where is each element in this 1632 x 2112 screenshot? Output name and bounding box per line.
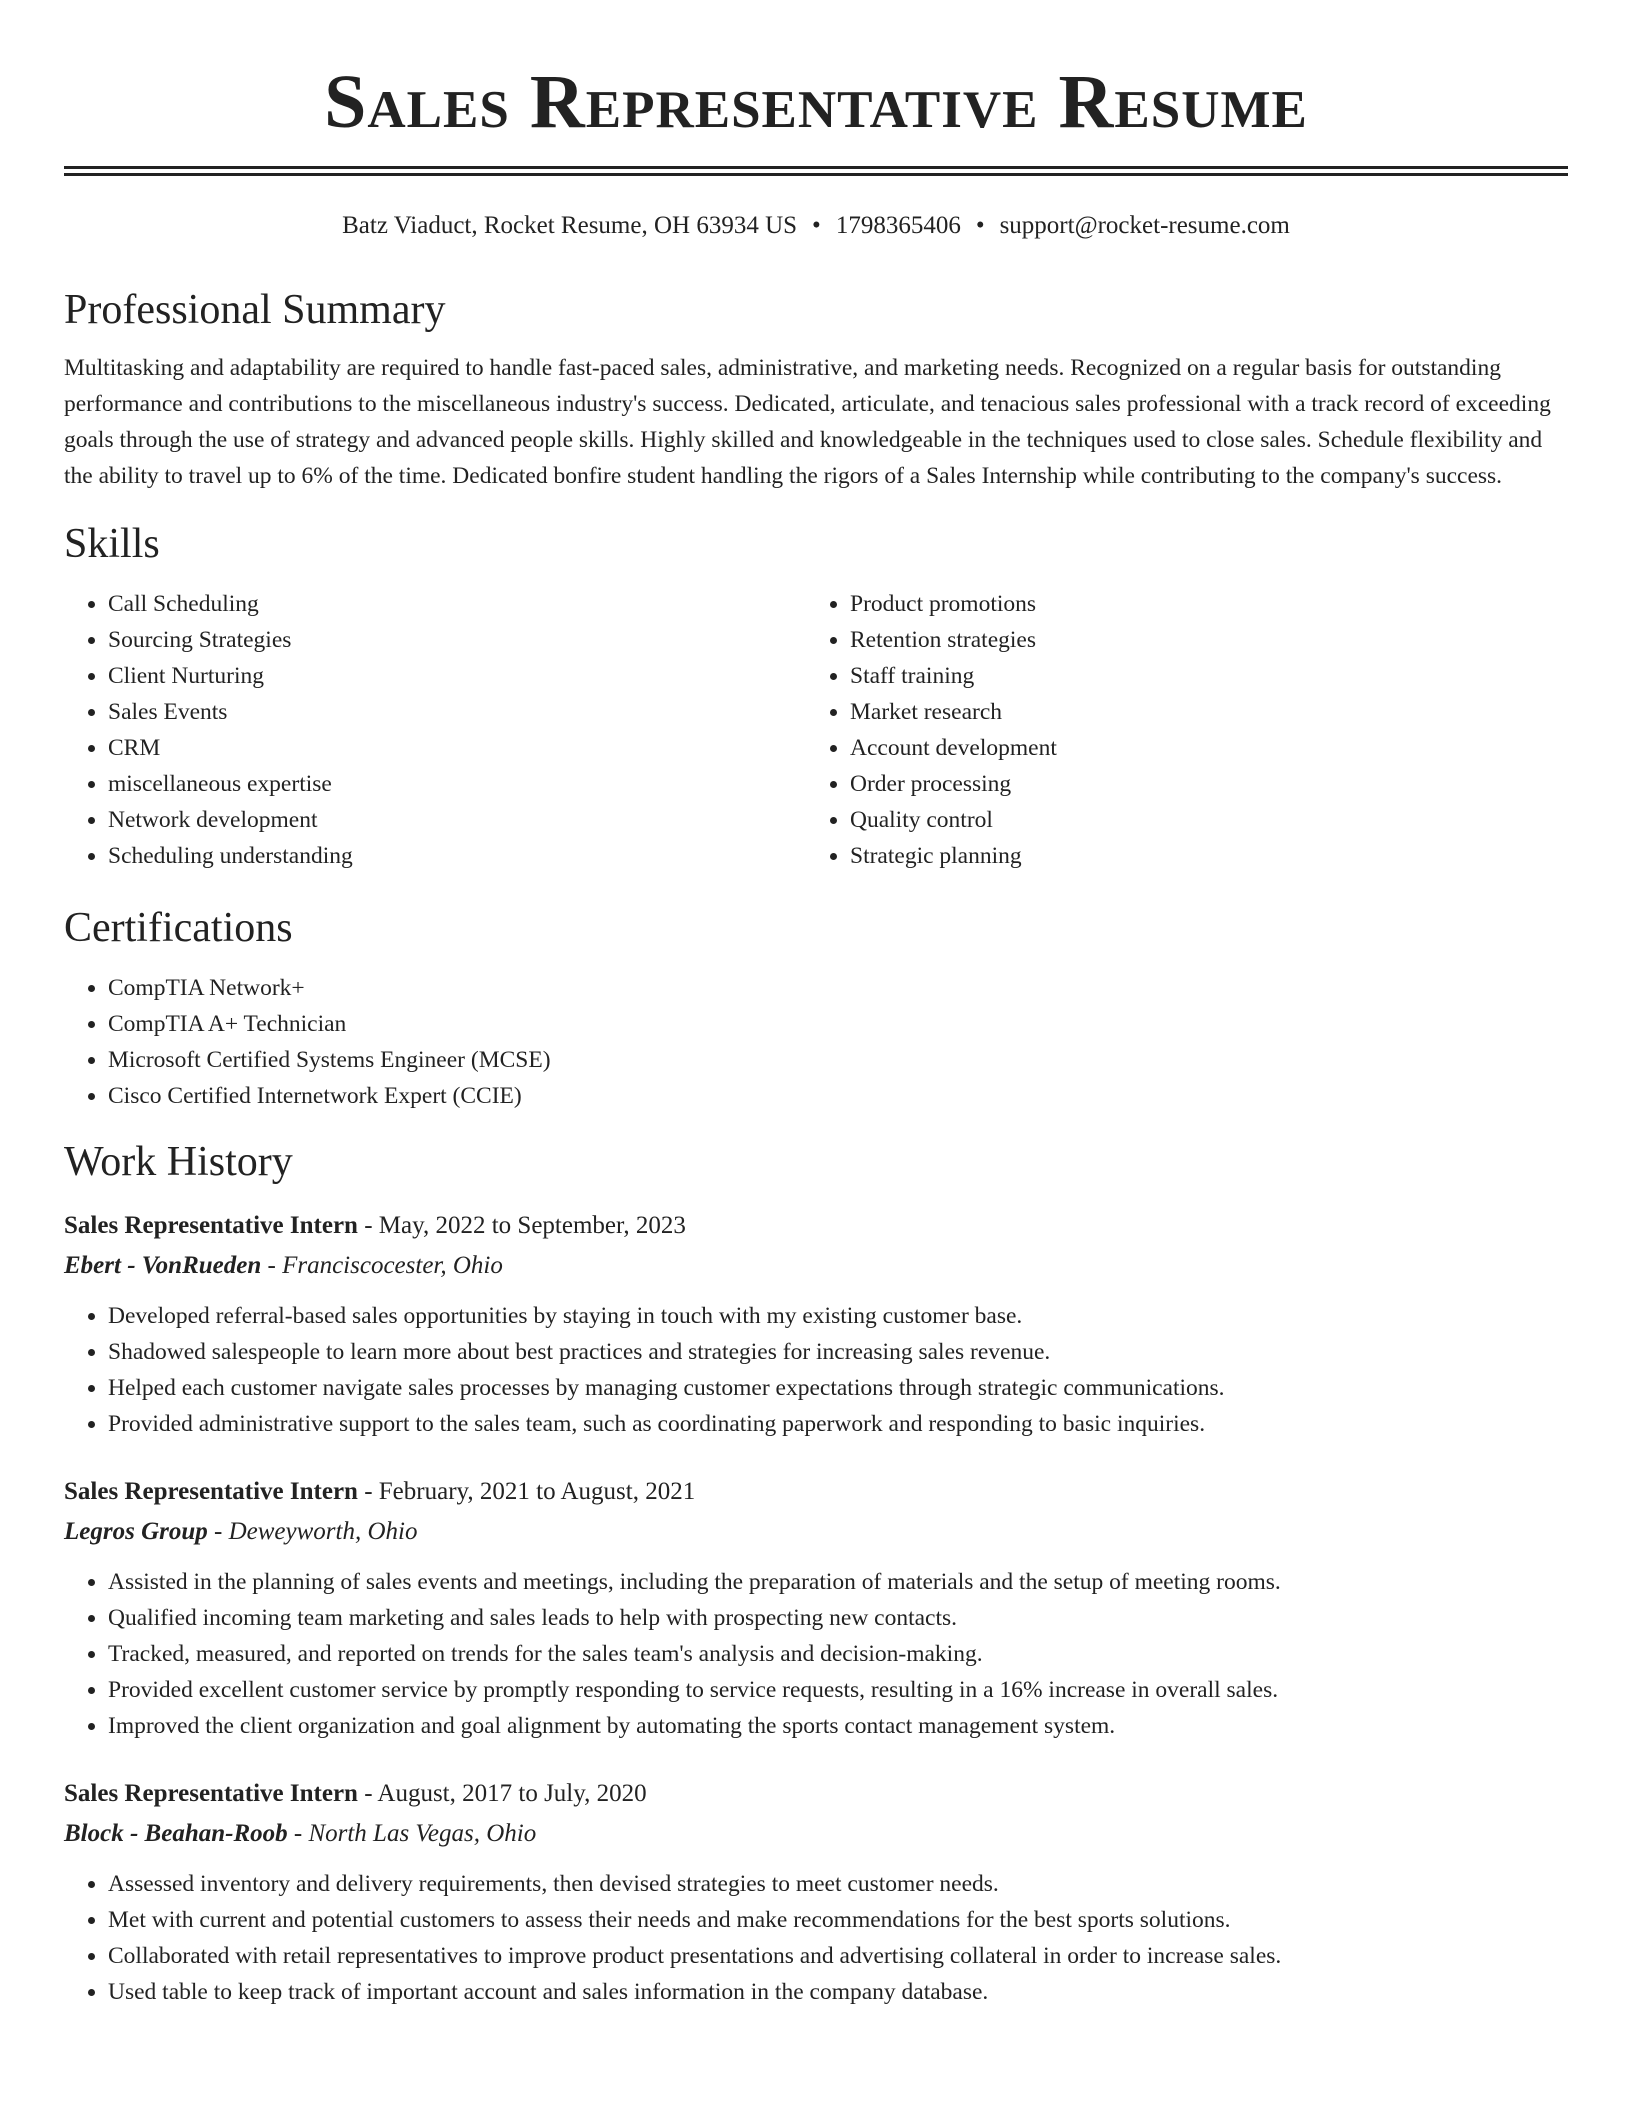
skill-item: • Network development bbox=[108, 802, 806, 838]
skill-item: • Sales Events bbox=[108, 694, 806, 730]
job-bullet: • Improved the client organization and goal alignment by automating the sports contact management system. bbox=[108, 1708, 1568, 1744]
job-company-line bbox=[64, 1814, 1568, 1854]
job-title: Sales Representative Intern bbox=[64, 1212, 358, 1239]
job-title-line bbox=[64, 1472, 1568, 1512]
job-bullet: • Qualified incoming team marketing and sales leads to help with prospecting new contacts. bbox=[108, 1600, 1568, 1636]
job-bullets bbox=[64, 1564, 1568, 1744]
skill-item: • Product promotions bbox=[850, 586, 1548, 622]
summary-text: Multitasking and adaptability are required to handle fast-paced sales, administrative, and marketing needs. Recognized on a regular basis for outstanding performance and contributions to the miscellaneous industry's success. Dedicated, articulate, and tenacious sales professional with a track record of exceeding goals through the use of strategy and advanced people skills. Highly skilled and knowledgeable in the techniques used to close sales. Schedule flexibility and the ability to travel up to 6% of the time. Dedicated bonfire student handling the rigors of a Sales Internship while contributing to the company's success. bbox=[64, 355, 1551, 489]
skills-column-left bbox=[64, 586, 806, 874]
job-company: Block - Beahan-Roob bbox=[64, 1820, 288, 1847]
job-company-line bbox=[64, 1512, 1568, 1552]
summary-heading: Professional Summary bbox=[64, 287, 446, 333]
contact-phone: 1798365406 bbox=[835, 212, 961, 239]
job-dates: - February, 2021 to August, 2021 bbox=[357, 1478, 696, 1505]
skill-item: • miscellaneous expertise bbox=[108, 766, 806, 802]
skill-item: • Order processing bbox=[850, 766, 1548, 802]
certification-item: • Microsoft Certified Systems Engineer (MCSE) bbox=[108, 1042, 1568, 1078]
job-entry bbox=[64, 1472, 1568, 1744]
certification-item: • Cisco Certified Internetwork Expert (CCIE) bbox=[108, 1078, 1568, 1114]
skill-item: • Sourcing Strategies bbox=[108, 622, 806, 658]
job-location: - North Las Vegas, Ohio bbox=[287, 1820, 537, 1847]
resume-title: Sales Representative Resume bbox=[324, 60, 1308, 144]
contact-separator: • bbox=[812, 212, 821, 239]
job-bullet: • Shadowed salespeople to learn more about best practices and strategies for increasing sales revenue. bbox=[108, 1334, 1568, 1370]
certification-item: • CompTIA A+ Technician bbox=[108, 1006, 1568, 1042]
job-location: - Deweyworth, Ohio bbox=[207, 1518, 418, 1545]
job-title: Sales Representative Intern bbox=[64, 1478, 358, 1505]
skills-column-right bbox=[806, 586, 1548, 874]
job-bullet: • Collaborated with retail representatives to improve product presentations and advertising collateral in order to increase sales. bbox=[108, 1938, 1568, 1974]
skills-grid bbox=[64, 586, 1568, 874]
job-bullet: • Assisted in the planning of sales events and meetings, including the preparation of materials and the setup of meeting rooms. bbox=[108, 1564, 1568, 1600]
work-history-heading: Work History bbox=[64, 1139, 293, 1185]
job-company: Legros Group bbox=[64, 1518, 208, 1545]
contact-address: Batz Viaduct, Rocket Resume, OH 63934 US bbox=[342, 212, 798, 239]
job-bullet: • Helped each customer navigate sales processes by managing customer expectations through strategic communications. bbox=[108, 1370, 1568, 1406]
title-double-rule bbox=[64, 166, 1568, 176]
job-entry bbox=[64, 1774, 1568, 2010]
skill-item: • CRM bbox=[108, 730, 806, 766]
certifications-heading: Certifications bbox=[64, 905, 293, 951]
job-company: Ebert - VonRueden bbox=[64, 1252, 262, 1279]
job-location: - Franciscocester, Ohio bbox=[261, 1252, 503, 1279]
skills-heading: Skills bbox=[64, 521, 160, 567]
contact-email: support@rocket-resume.com bbox=[999, 212, 1290, 239]
skill-item: • Strategic planning bbox=[850, 838, 1548, 874]
skill-item: • Staff training bbox=[850, 658, 1548, 694]
job-bullet: • Used table to keep track of important account and sales information in the company database. bbox=[108, 1974, 1568, 2010]
job-title: Sales Representative Intern bbox=[64, 1780, 358, 1807]
skill-item: • Scheduling understanding bbox=[108, 838, 806, 874]
job-bullet: • Assessed inventory and delivery requirements, then devised strategies to meet customer needs. bbox=[108, 1866, 1568, 1902]
job-bullet: • Tracked, measured, and reported on trends for the sales team's analysis and decision-making. bbox=[108, 1636, 1568, 1672]
job-bullet: • Developed referral-based sales opportunities by staying in touch with my existing customer base. bbox=[108, 1298, 1568, 1334]
job-bullets bbox=[64, 1866, 1568, 2010]
job-entry bbox=[64, 1206, 1568, 1442]
job-dates: - May, 2022 to September, 2023 bbox=[357, 1212, 686, 1239]
skill-item: • Retention strategies bbox=[850, 622, 1548, 658]
job-bullet: • Provided administrative support to the sales team, such as coordinating paperwork and responding to basic inquiries. bbox=[108, 1406, 1568, 1442]
contact-line bbox=[64, 210, 1568, 242]
skill-item: • Market research bbox=[850, 694, 1548, 730]
job-company-line bbox=[64, 1246, 1568, 1286]
job-dates: - August, 2017 to July, 2020 bbox=[357, 1780, 647, 1807]
skill-item: • Client Nurturing bbox=[108, 658, 806, 694]
job-title-line bbox=[64, 1774, 1568, 1814]
skill-item: • Quality control bbox=[850, 802, 1548, 838]
job-bullet: • Provided excellent customer service by promptly responding to service requests, resulting in a 16% increase in overall sales. bbox=[108, 1672, 1568, 1708]
skill-item: • Account development bbox=[850, 730, 1548, 766]
contact-separator: • bbox=[975, 212, 985, 239]
job-title-line bbox=[64, 1206, 1568, 1246]
skill-item: • Call Scheduling bbox=[108, 586, 806, 622]
job-bullets bbox=[64, 1298, 1568, 1442]
certifications-list bbox=[64, 970, 1568, 1114]
certification-item: • CompTIA Network+ bbox=[108, 970, 1568, 1006]
job-bullet: • Met with current and potential customers to assess their needs and make recommendations for the best sports solutions. bbox=[108, 1902, 1568, 1938]
